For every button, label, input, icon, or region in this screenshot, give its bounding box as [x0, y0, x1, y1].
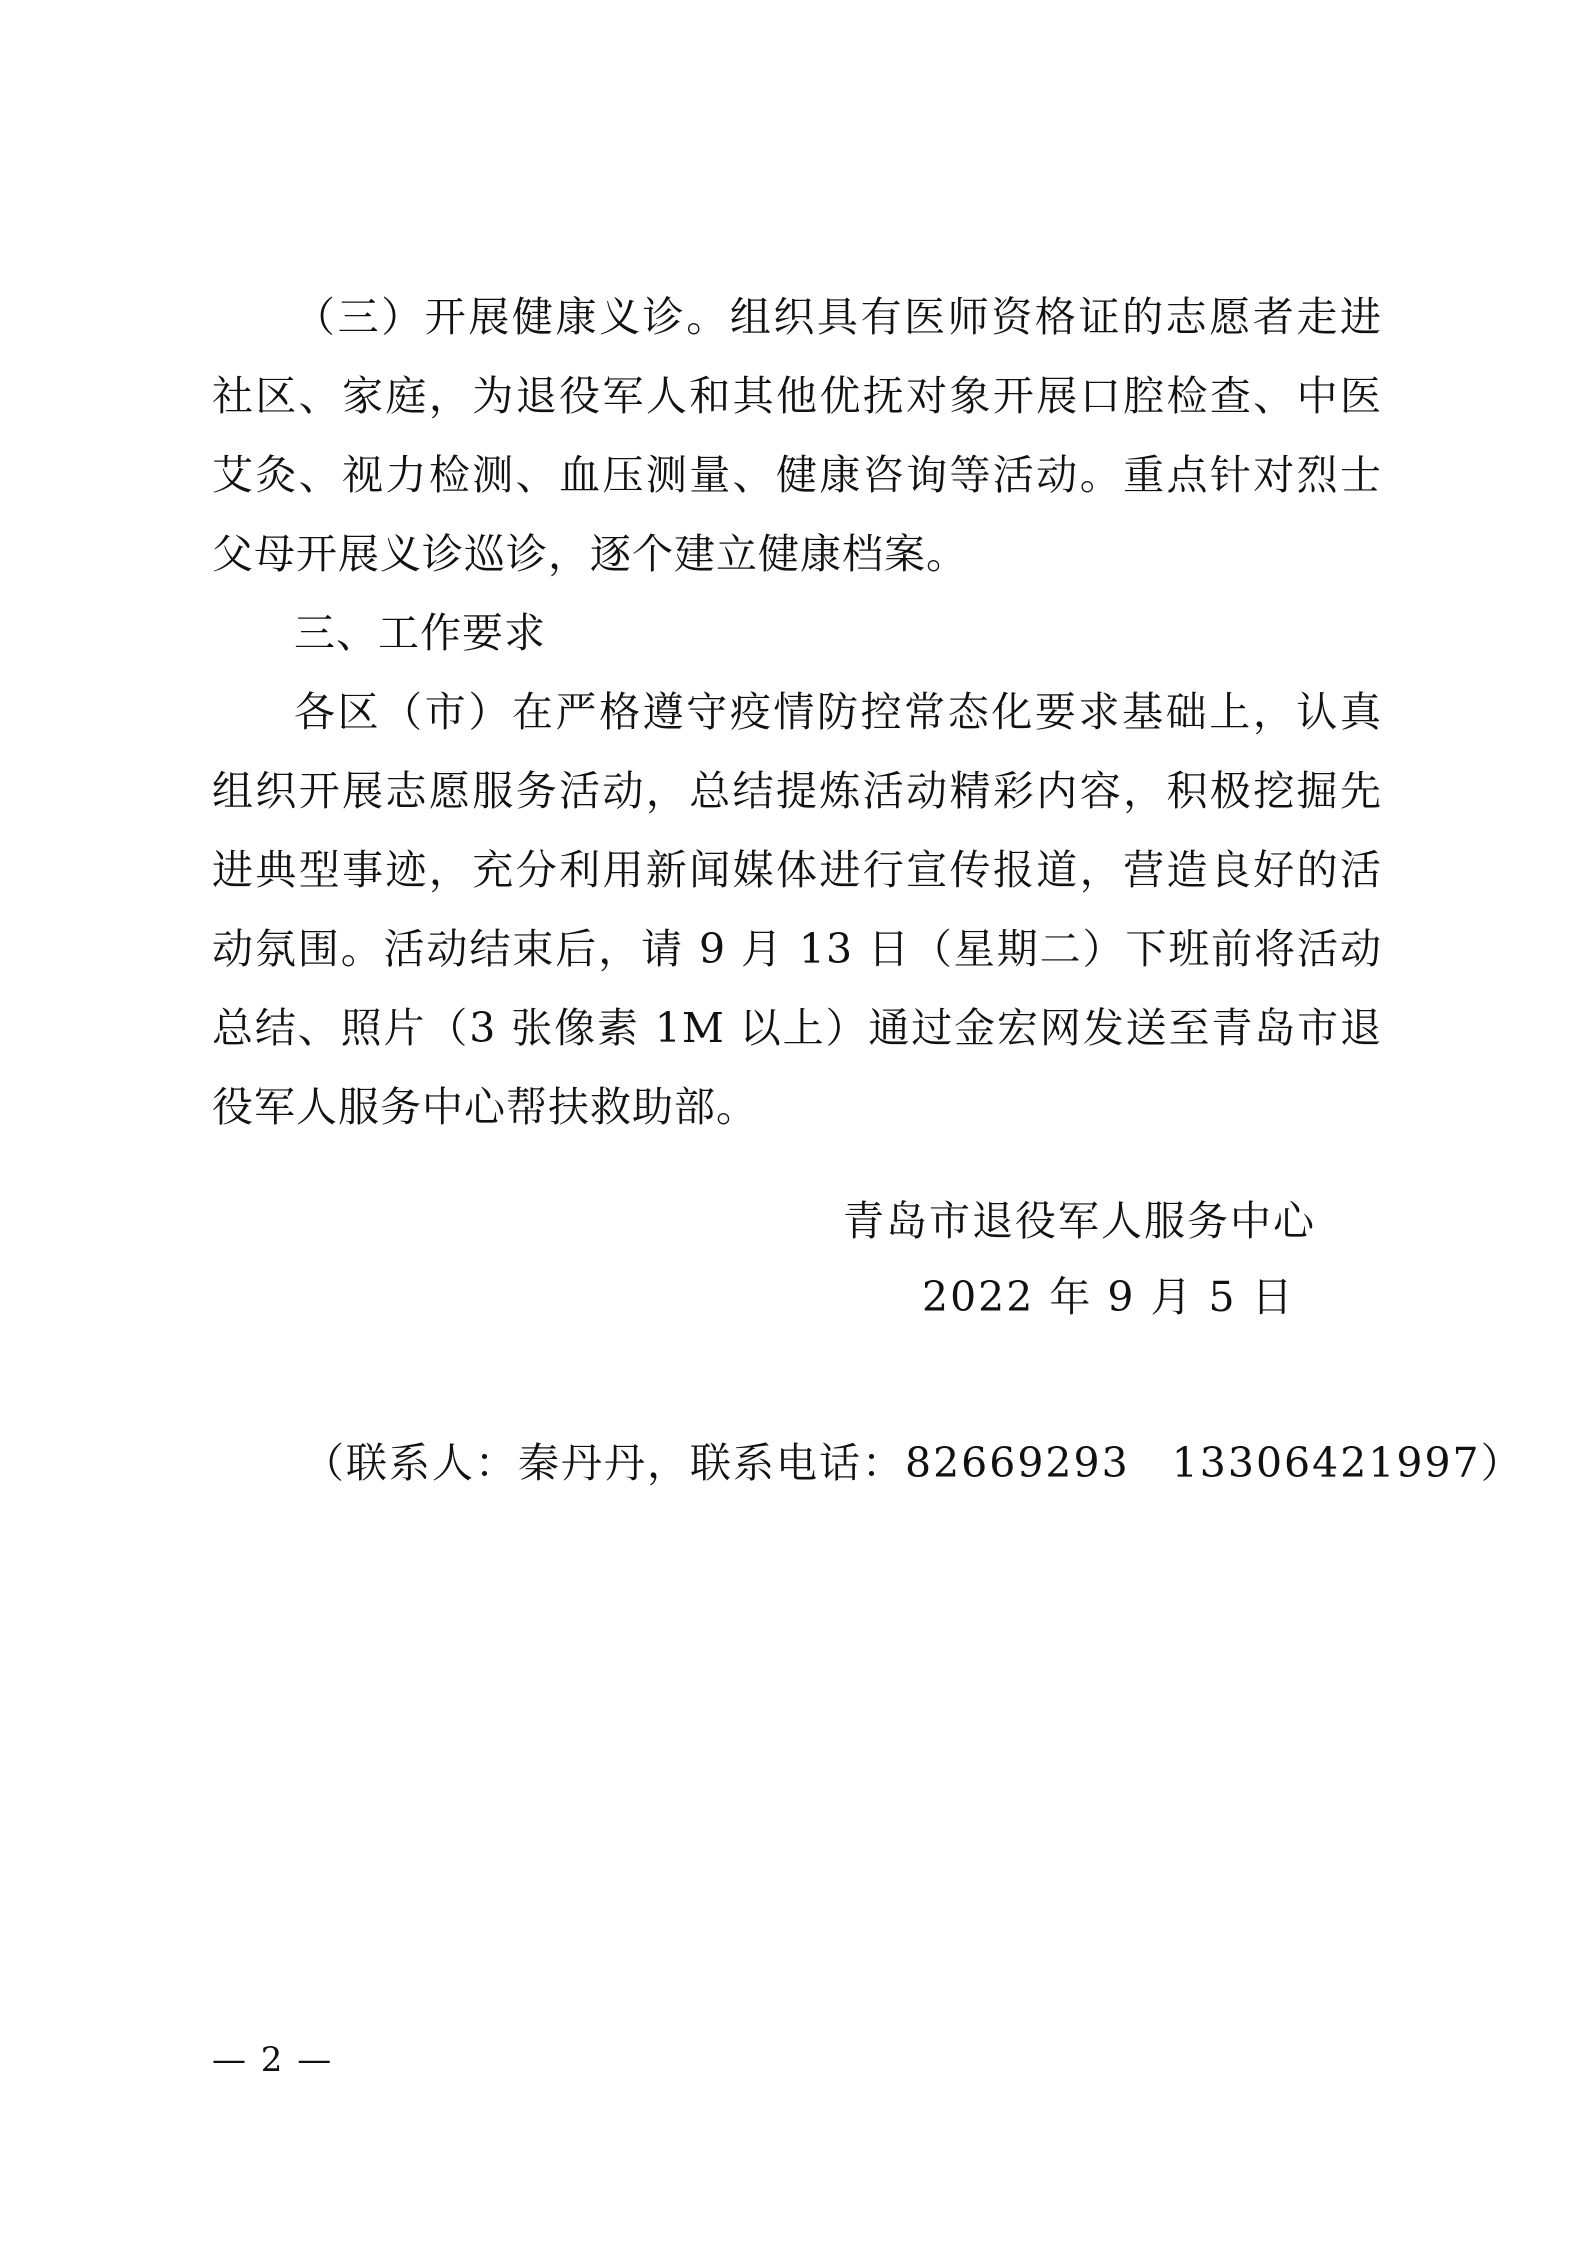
requirements-paragraph: 各区（市）在严格遵守疫情防控常态化要求基础上，认真组织开展志愿服务活动，总结提炼活动精彩内容，积极挖掘先进典型事迹，充分利用新闻媒体进行宣传报道，营造良好的活动氛围。活动结束后，请 9 月 13 日（星期二）下班前将活动总结、照片（3 张像素 1M 以上）通过金宏网发送至青岛市退役军人服务中心帮扶救助部。 — [212, 688, 1382, 1131]
contact-line — [303, 1430, 1524, 1489]
contact-person-and-phone: （联系人：秦丹丹，联系电话：82669293 — [303, 1439, 1130, 1487]
page-number: — 2 — — [212, 2040, 334, 2080]
requirements-heading: 三、工作要求 — [294, 609, 546, 657]
requirements-block — [212, 594, 1382, 1147]
section-3-block — [212, 278, 1382, 594]
signature-date: 2022 年 9 月 5 日 — [922, 1273, 1295, 1321]
health-clinic-paragraph: （三）开展健康义诊。组织具有医师资格证的志愿者走进社区、家庭，为退役军人和其他优抚对象开展口腔检查、中医艾灸、视力检测、血压测量、健康咨询等活动。重点针对烈士父母开展义诊巡诊，逐个建立健康档案。 — [212, 293, 1382, 578]
contact-mobile-phone: 13306421997） — [1171, 1439, 1524, 1487]
signature-organization: 青岛市退役军人服务中心 — [843, 1197, 1316, 1245]
